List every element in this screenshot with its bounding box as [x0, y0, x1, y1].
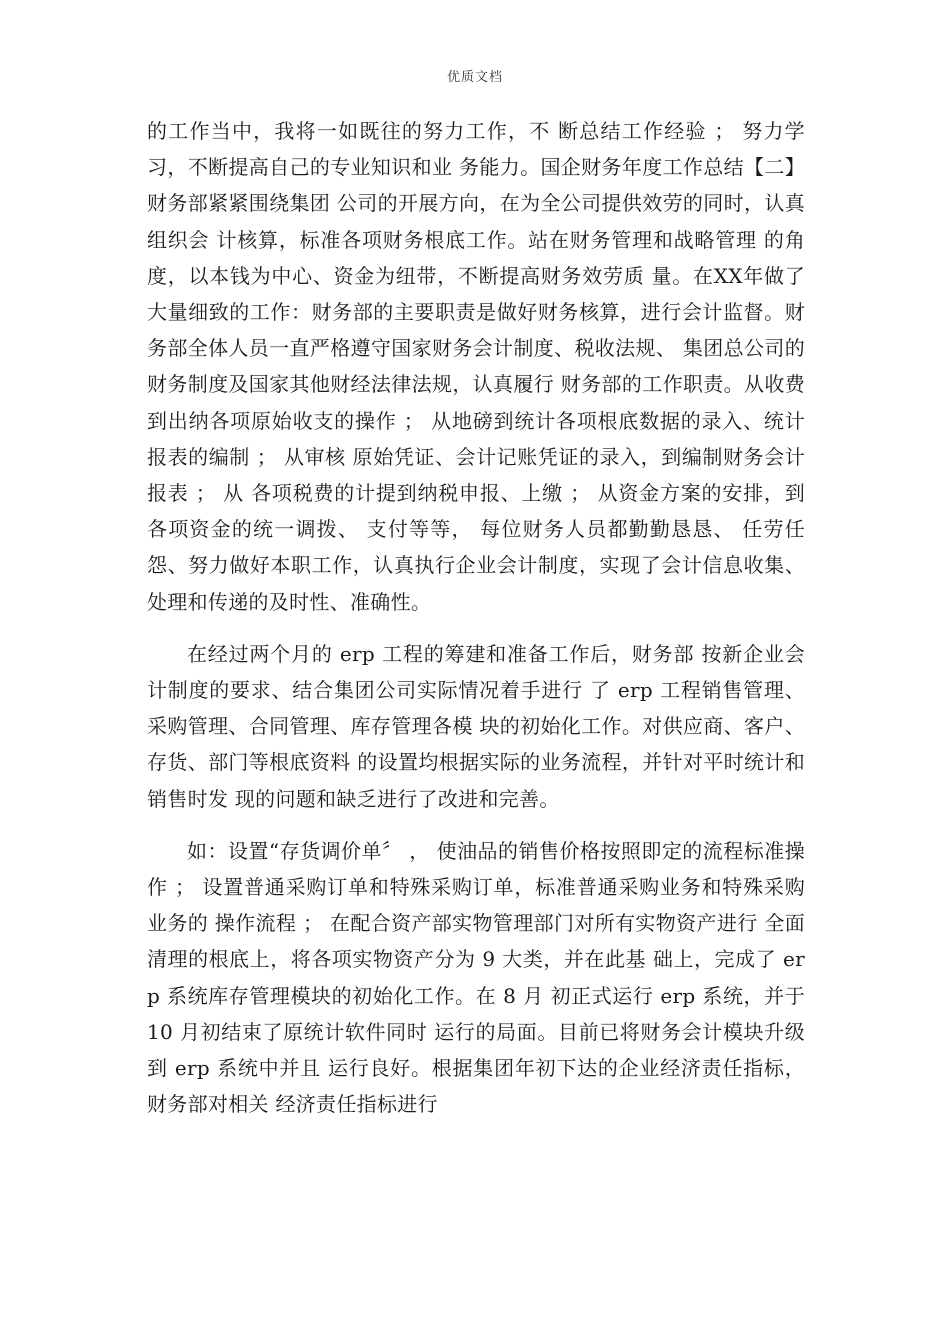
paragraph-1: 的工作当中，我将一如既往的努力工作，不 断总结工作经验 ； 努力学习，不断提高自己的专业知识和业 务能力。国企财务年度工作总结【二】 财务部紧紧围绕集团 公司的开展方向，在为全公司提供效劳的同时，认真组织会 计核算，标准各项财务根底工作。站在财务管理和战略管理 的角度，以本钱为中心、资金为纽带，不断提高财务效劳质 量。在XX年做了大量细致的工作：财务部的主要职责是做好财务核算，进行会计监督。财 务部全体人员一直严格遵守国家财务会计制度、税收法规、 集团总公司的财务制度及国家其他财经法律法规，认真履行 财务部的工作职责。从收费到出纳各项原始收支的操作 ； 从地磅到统计各项根底数据的录入、统计报表的编制 ； 从审核 原始凭证、会计记账凭证的录入，到编制财务会计报表 ； 从 各项税费的计提到纳税申报、上缴 ； 从资金方案的安排，到 各项资金的统一调拨、 支付等等， 每位财务人员都勤勤恳恳、 任劳任怨、努力做好本职工作，认真执行企业会计制度，实现了会计信息收集、处理和传递的及时性、准确性。 [147, 119, 805, 614]
paragraph-3: 如：设置“存货调价单〞 ， 使油品的销售价格按照即定的流程标准操作 ； 设置普通采购订单和特殊采购订单，标准普通采购业务和特殊采购业务的 操作流程 ； 在配合资产部实物管理部门对所有实物资产进行 全面清理的根底上，将各项实物资产分为 9 大类，并在此基 础上，完成了 erp 系统库存管理模块的初始化工作。在 8 月 初正式运行 erp 系统，并于 10 月初结束了原统计软件同时 运行的局面。目前已将财务会计模块升级到 erp 系统中并且 运行良好。根据集团年初下达的企业经济责任指标，财务部对相关 经济责任指标进行 [147, 838, 805, 1117]
page-header: 优质文档 [446, 70, 503, 85]
paragraph-2: 在经过两个月的 erp 工程的筹建和准备工作后，财务部 按新企业会计制度的要求、结合集团公司实际情况着手进行 了 erp 工程销售管理、采购管理、合同管理、库存管理各模 块的初始化工作。对供应商、客户、存货、部门等根底资料 的设置均根据实际的业务流程，并针对平时统计和销售时发 现的问题和缺乏进行了改进和完善。 [147, 641, 805, 811]
document-body [147, 113, 805, 1122]
